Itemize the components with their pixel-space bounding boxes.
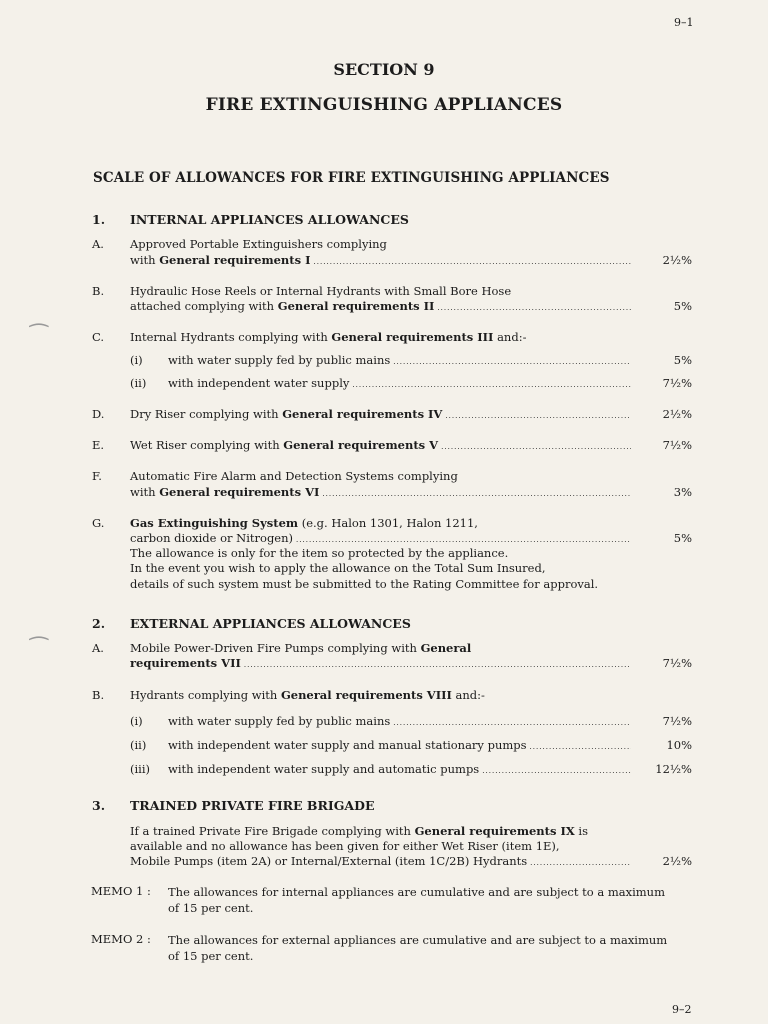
- item-1b-line1: Hydraulic Hose Reels or Internal Hydrants with Small Bore Hose: [130, 284, 512, 298]
- memo-1-text: The allowances for internal appliances are cumulative and are subject to a maximum of 15 per cent.: [168, 885, 665, 915]
- item-1d-percent: 2½%: [662, 407, 692, 421]
- section-heading: SECTION 9: [333, 60, 435, 79]
- item-1g-percent: 5%: [673, 531, 692, 545]
- page-number-bottom: 9–2: [672, 1003, 692, 1016]
- item-1d-label: D.: [92, 407, 105, 421]
- item-2b-line: Hydrants complying with General requirements VIII and:-: [130, 688, 485, 702]
- item-1c-ii-percent: 7½%: [662, 376, 692, 390]
- item-1e-percent: 7½%: [662, 438, 692, 452]
- item-1c-ii-text: with independent water supply . . .: [168, 376, 634, 393]
- section-3-heading: TRAINED PRIVATE FIRE BRIGADE: [130, 798, 375, 813]
- section-3-number: 3.: [92, 798, 106, 813]
- item-1g-line5: details of such system must be submitted to the Rating Committee for approval.: [130, 577, 599, 591]
- section-3-line3: Mobile Pumps (item 2A) or Internal/External (item 1C/2B) Hydrants . . .: [130, 854, 634, 871]
- item-1g-line1: Gas Extinguishing System (e.g. Halon 1301, Halon 1211,: [130, 516, 478, 530]
- item-1c-ii-label: (ii): [130, 376, 147, 390]
- item-2a-line1: Mobile Power-Driven Fire Pumps complying with General: [130, 641, 472, 655]
- item-2a-label: A.: [92, 641, 104, 655]
- item-2b-ii-percent: 10%: [666, 738, 692, 752]
- section-1-heading: INTERNAL APPLIANCES ALLOWANCES: [130, 212, 409, 227]
- item-2b-iii-text: with independent water supply and automatic pumps . . .: [168, 762, 634, 779]
- margin-mark: ⁀: [30, 325, 48, 350]
- item-1b-line2: attached complying with General requirements II . . .: [130, 299, 634, 316]
- item-1c-i-percent: 5%: [673, 353, 692, 367]
- item-1f-line2: with General requirements VI . . .: [130, 485, 634, 502]
- margin-mark: ⁀: [30, 638, 48, 663]
- section-3-percent: 2½%: [662, 854, 692, 868]
- item-2b-i-percent: 7½%: [662, 714, 692, 728]
- page-number-top: 9–1: [674, 16, 694, 29]
- item-1a-line1: Approved Portable Extinguishers complying: [130, 237, 387, 251]
- item-2b-label: B.: [92, 688, 105, 702]
- item-1a-percent: 2½%: [662, 253, 692, 267]
- item-2b-ii-text: with independent water supply and manual stationary pumps . . .: [168, 738, 634, 755]
- item-1c-label: C.: [92, 330, 105, 344]
- section-3-line2: available and no allowance has been given for either Wet Riser (item 1E),: [130, 839, 560, 853]
- scale-heading: SCALE OF ALLOWANCES FOR FIRE EXTINGUISHING APPLIANCES: [93, 170, 610, 186]
- item-2a-line2: requirements VII . . .: [130, 656, 634, 673]
- item-1c-line: Internal Hydrants complying with General requirements III and:-: [130, 330, 527, 344]
- memo-2-text: The allowances for external appliances are cumulative and are subject to a maximum of 15 per cent.: [168, 933, 668, 963]
- item-2b-iii-label: (iii): [130, 762, 151, 776]
- memo-2-label: MEMO 2 :: [91, 932, 151, 946]
- item-2b-iii-percent: 12½%: [655, 762, 692, 776]
- item-2a-percent: 7½%: [662, 656, 692, 670]
- item-1g-label: G.: [92, 516, 105, 530]
- section-2-number: 2.: [92, 616, 106, 631]
- section-2-heading: EXTERNAL APPLIANCES ALLOWANCES: [130, 616, 411, 631]
- item-1g-line4: In the event you wish to apply the allowance on the Total Sum Insured,: [130, 561, 546, 575]
- item-1e-label: E.: [92, 438, 105, 452]
- item-1c-i-label: (i): [130, 353, 143, 367]
- item-1f-line1: Automatic Fire Alarm and Detection Systems complying: [130, 469, 458, 483]
- item-1c-i-text: with water supply fed by public mains . . .: [168, 353, 634, 370]
- page-title: FIRE EXTINGUISHING APPLIANCES: [205, 95, 563, 115]
- memo-1-label: MEMO 1 :: [91, 884, 151, 898]
- item-1b-percent: 5%: [673, 299, 692, 313]
- section-1-number: 1.: [92, 212, 106, 227]
- item-1a-label: A.: [92, 237, 104, 251]
- item-1f-percent: 3%: [673, 485, 692, 499]
- item-2b-i-label: (i): [130, 714, 143, 728]
- item-1e-text: Wet Riser complying with General requirements V . . .: [130, 438, 634, 455]
- item-1a-line2: with General requirements I . . .: [130, 253, 634, 270]
- item-1d-text: Dry Riser complying with General requirements IV . . .: [130, 407, 634, 424]
- section-3-line1: If a trained Private Fire Brigade complying with General requirements IX is: [130, 824, 589, 838]
- item-1g-line3: The allowance is only for the item so protected by the appliance.: [130, 546, 509, 560]
- item-2b-i-text: with water supply fed by public mains . . .: [168, 714, 634, 731]
- item-1f-label: F.: [92, 469, 102, 483]
- item-1b-label: B.: [92, 284, 105, 298]
- item-1g-line2: carbon dioxide or Nitrogen) . . .: [130, 531, 634, 548]
- item-2b-ii-label: (ii): [130, 738, 147, 752]
